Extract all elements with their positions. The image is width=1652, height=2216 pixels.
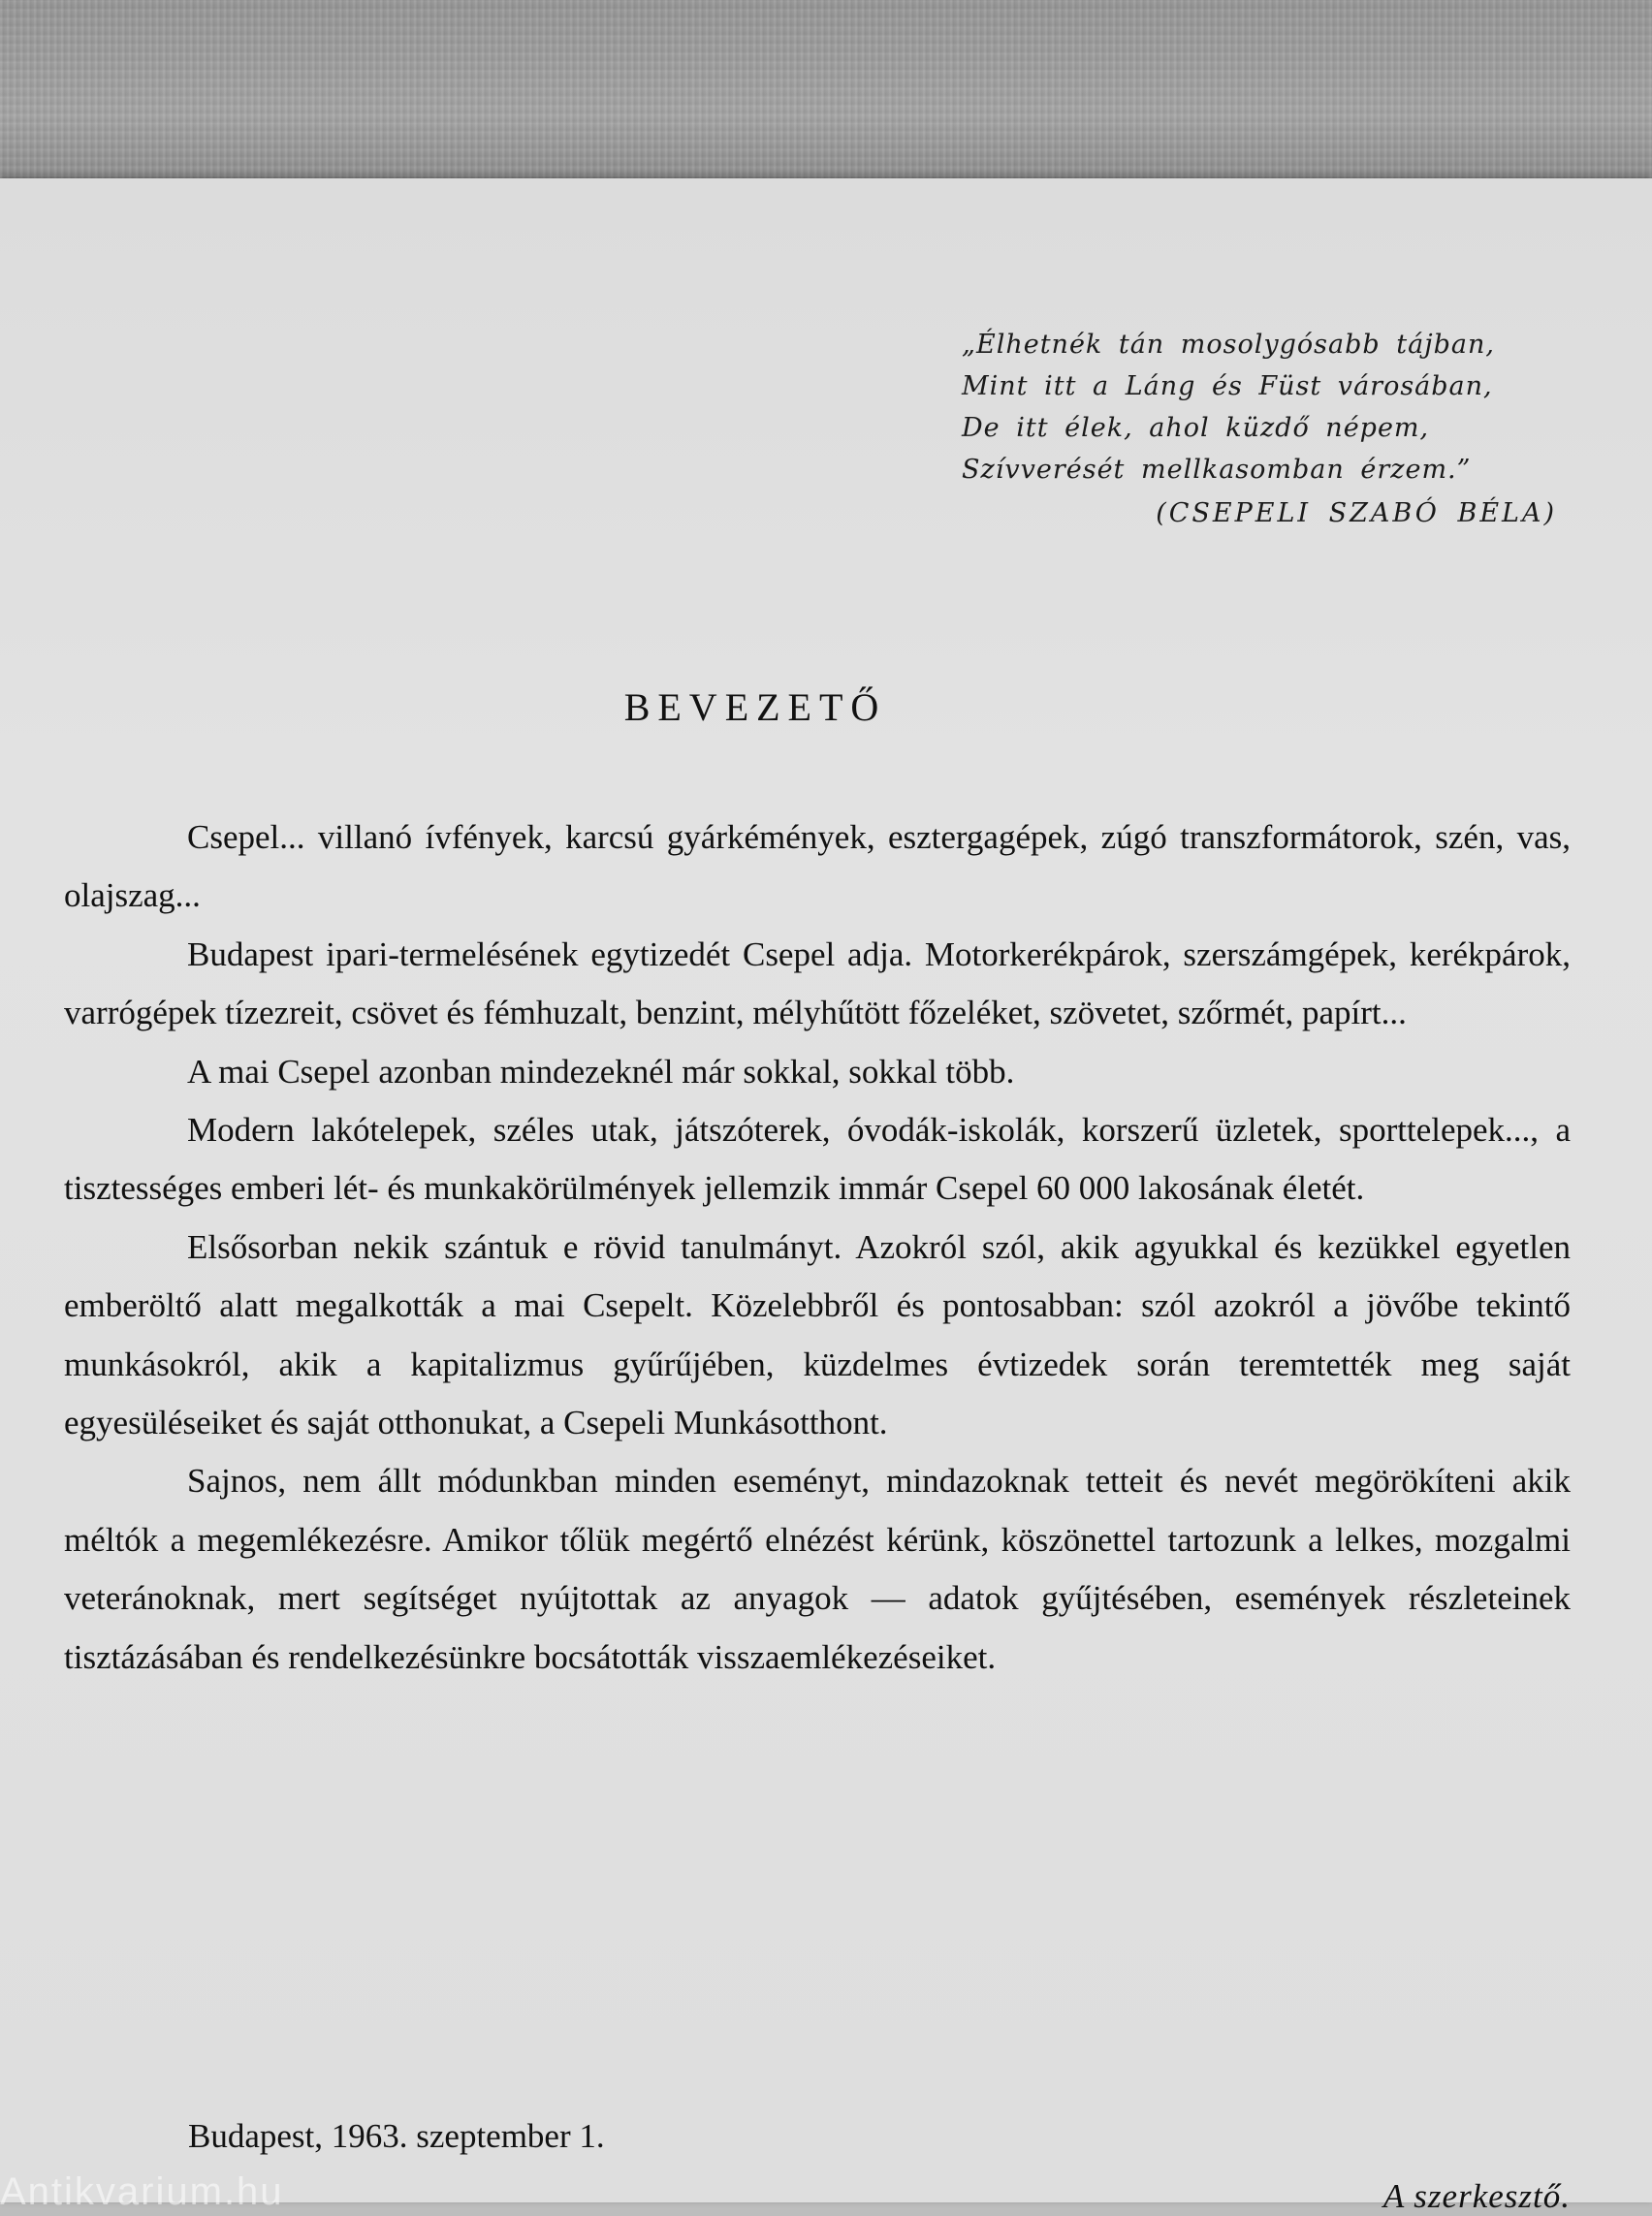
- epigraph-line: „Élhetnék tán mosolygósabb tájban,: [962, 330, 1495, 360]
- epigraph-line: De itt élek, ahol küzdő népem,: [962, 413, 1430, 443]
- paragraph: A mai Csepel azonban mindezeknél már sokkal, sokkal több.: [187, 1052, 1015, 1091]
- chapter-title: BEVEZETŐ: [623, 685, 887, 729]
- book-page: [0, 178, 1652, 2215]
- dateline: Budapest, 1963. szeptember 1.: [188, 2117, 605, 2155]
- epigraph-author: (CSEPELI SZABÓ BÉLA): [1156, 498, 1557, 528]
- epigraph-line: Mint itt a Láng és Füst városában,: [962, 371, 1493, 401]
- paragraph: Sajnos, nem állt módunkban minden eseményt, mindazoknak tetteit és nevét megörökíteni akik méltók a megemlékezésre. Amikor tőlük megértő elnézést kérünk, köszönettel tartozunk a lelkes, mozgalmi veteránoknak, mert segítséget nyújtottak az anyagok — adatok gyűjtésében, események részleteinek tisztázásában és rendelkezésünkre bocsátották visszaemlékezéseiket.: [64, 1462, 1571, 1676]
- watermark: Antikvarium.hu: [0, 2170, 284, 2213]
- paragraph: Modern lakótelepek, széles utak, játszóterek, óvodák-iskolák, korszerű üzletek, sporttelepek..., a tisztességes emberi lét- és munkakörülmények jellemzik immár Csepel 60 000 lakosának életét.: [64, 1111, 1571, 1208]
- background-texture: [0, 0, 1652, 194]
- epigraph-line: Szívverését mellkasomban érzem.”: [962, 455, 1472, 485]
- epigraph: [962, 324, 1563, 534]
- paragraph: Csepel... villanó ívfények, karcsú gyárkémények, esztergagépek, zúgó transzformátorok, szén, vas, olajszag...: [64, 818, 1571, 915]
- paragraph: Budapest ipari-termelésének egytizedét Csepel adja. Motorkerékpárok, szerszámgépek, kerékpárok, varrógépek tízezreit, csövet és fémhuzalt, benzint, mélyhűtött főzeléket, szövetet, szőrmét, papírt...: [64, 934, 1571, 1032]
- paragraph: Elsősorban nekik szántuk e rövid tanulmányt. Azokról szól, akik agyukkal és kezükkel egyetlen emberöltő alatt megalkották a mai Csepelt. Közelebbről és pontosabban: szól azokról a jövőbe tekintő munkásokról, akik a kapitalizmus gyűrűjében, küzdelmes évtizedek során teremtették meg saját egyesüléseiket és saját otthonukat, a Csepeli Munkásotthont.: [64, 1227, 1571, 1442]
- signature: A szerkesztő.: [1382, 2177, 1571, 2215]
- body-text: [64, 808, 1571, 1687]
